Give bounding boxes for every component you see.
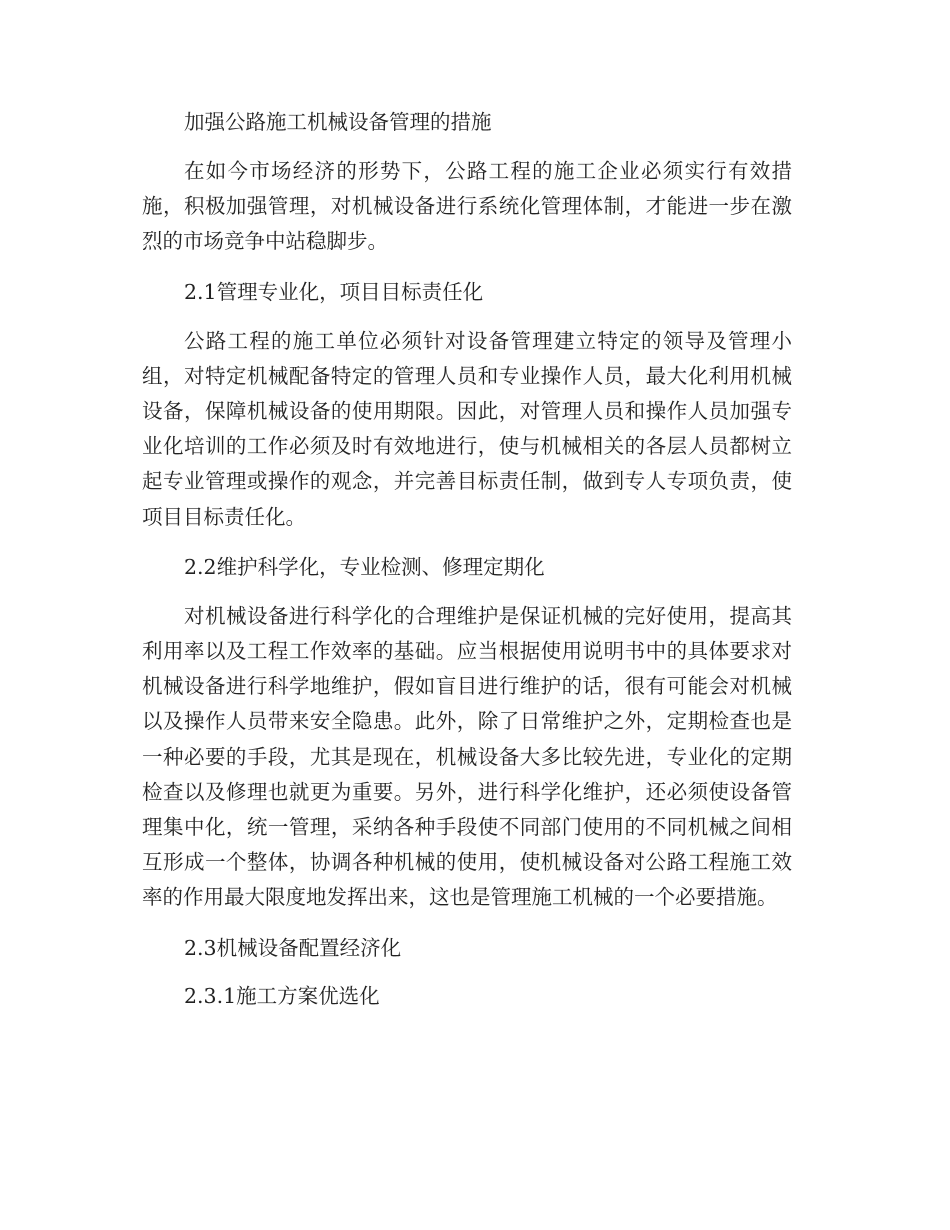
section-2-1-heading: 2.1管理专业化，项目目标责任化 (184, 279, 484, 304)
intro-paragraph: 在如今市场经济的形势下，公路工程的施工企业必须实行有效措施，积极加强管理，对机械设备进行系统化管理体制，才能进一步在激烈的市场竞争中站稳脚步。 (142, 159, 792, 254)
section-2-3-heading: 2.3机械设备配置经济化 (184, 935, 402, 960)
section-2-3-1-heading: 2.3.1施工方案优选化 (184, 983, 380, 1008)
section-2-2-paragraph: 对机械设备进行科学化的合理维护是保证机械的完好使用，提高其利用率以及工程工作效率的基础。应当根据使用说明书中的具体要求对机械设备进行科学地维护，假如盲目进行维护的话，很有可能会对机械以及操作人员带来安全隐患。此外，除了日常维护之外，定期检查也是一种必要的手段，尤其是现在，机械设备大多比较先进，专业化的定期检查以及修理也就更为重要。另外，进行科学化维护，还必须使设备管理集中化，统一管理，采纳各种手段使不同部门使用的不同机械之间相互形成一个整体，协调各种机械的使用，使机械设备对公路工程施工效率的作用最大限度地发挥出来，这也是管理施工机械的一个必要措施。 (142, 603, 792, 910)
document-title: 加强公路施工机械设备管理的措施 (184, 110, 492, 134)
section-2-1-paragraph: 公路工程的施工单位必须针对设备管理建立特定的领导及管理小组，对特定机械配备特定的管理人员和专业操作人员，最大化利用机械设备，保障机械设备的使用期限。因此，对管理人员和操作人员加强专业化培训的工作必须及时有效地进行，使与机械相关的各层人员都树立起专业管理或操作的观念，并完善目标责任制，做到专人专项负责，使项目目标责任化。 (142, 328, 792, 529)
section-2-2-heading: 2.2维护科学化，专业检测、修理定期化 (184, 554, 545, 579)
document-body (142, 106, 792, 1028)
